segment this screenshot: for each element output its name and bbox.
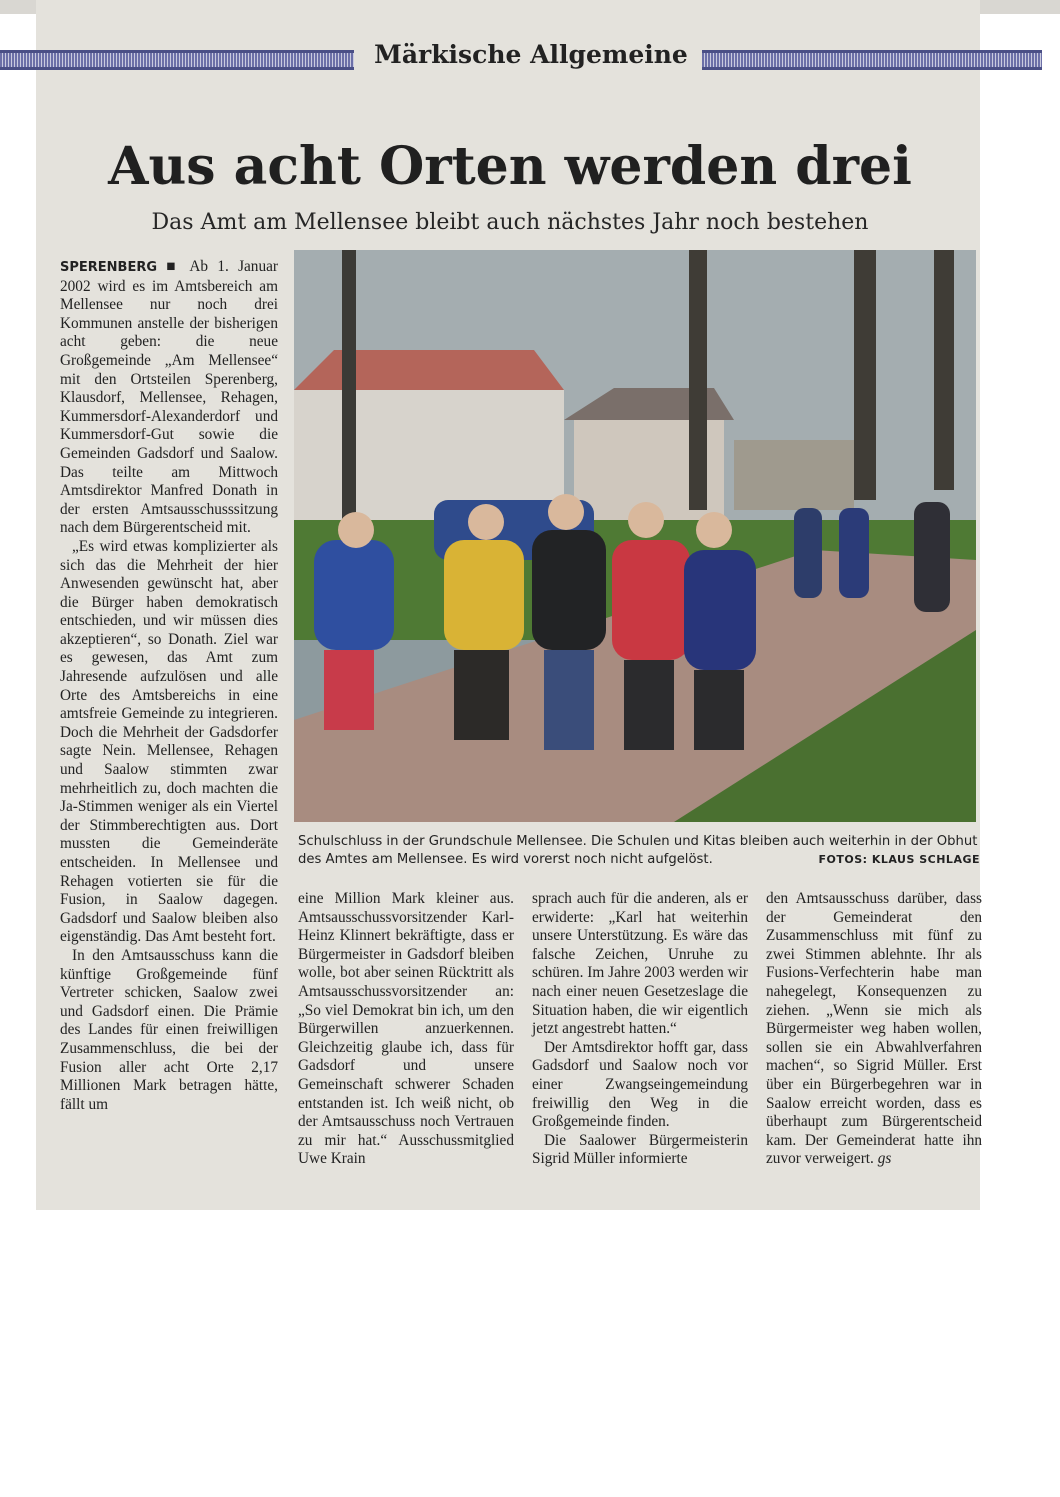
dateline-square-icon: ■ xyxy=(157,258,190,275)
column-3-paragraph-1: sprach auch für die anderen, als er erwiderte: „Karl hat weiterhin unsere Unterstützung. Es wäre das falsche Zeichen, Unruhe zu schüren. Im Jahre 2003 werden wir nach einer neuen Gesetzeslage die Situation haben, die wir eigentlich jetzt angestrebt hatten.“ xyxy=(532,890,748,1038)
masthead-bar-right xyxy=(702,50,1042,70)
masthead-row xyxy=(0,40,1060,74)
column-3-paragraph-3: Die Saalower Bürgermeisterin Sigrid Müller informierte xyxy=(532,1131,748,1168)
article-column-2 xyxy=(298,890,514,1169)
dateline: SPERENBERG xyxy=(60,260,158,275)
photo-house-right xyxy=(734,440,854,510)
article-column-1 xyxy=(60,258,278,1198)
photo-tree-trunk-3 xyxy=(854,250,876,500)
column-1-paragraph-1 xyxy=(60,258,278,538)
schoolchildren-photo-illustration xyxy=(294,250,976,822)
column-1-paragraph-3: In den Amtsausschuss kann die künftige Großgemeinde fünf Vertreter schicken, Saalow zwei und Gadsdorf einen. Die Prämie des Landes für einen freiwilligen Zusammenschluss, die bei der Fusion aller acht Orte 2,17 Millionen Mark betragen hätte, fällt um xyxy=(60,946,278,1113)
masthead-title: Märkische Allgemeine xyxy=(374,40,688,69)
masthead-bar-left xyxy=(0,50,354,70)
article-headline: Aus acht Orten werden drei xyxy=(108,136,912,197)
paragraph-text: Ab 1. Januar 2002 wird es im Amtsbereich am Mellensee nur noch drei Kommunen anstelle der bisherigen acht geben: die neue Großgemeinde „Am Mellensee“ mit den Ortsteilen Sperenberg, Klausdorf, Mellensee, Rehagen, Kummersdorf-Alexanderdorf und Kummersdorf-Gut sowie die Gemeinden Gadsdorf und Saalow. Das teilte am Mittwoch Amtsdirektor Manfred Donath in der ersten Amtsausschusssitzung nach dem Bürgerentscheid mit. xyxy=(60,258,278,537)
article-column-3 xyxy=(532,890,748,1169)
article-subheadline: Das Amt am Mellensee bleibt auch nächstes Jahr noch bestehen xyxy=(151,210,869,235)
paragraph-text: den Amtsausschuss darüber, dass der Gemeinderat den Zusammenschluss mit fünf zu zwei Stimmen ablehnte. Ihr als Fusions-Verfechterin habe man nahegelegt, Konsequenzen zu ziehen. „Wenn sie mich als Bürgermeister weg haben wollen, sollen sie ein Abwahlverfahren machen“, so Sigrid Müller. Erst über ein Bürgerbegehren war in Saalow erreicht worden, dass es überhaupt zum Bürgerentscheid kam. Der Gemeinderat hatte ihn zuvor verweigert. xyxy=(766,890,982,1168)
column-2-paragraph-1: eine Million Mark kleiner aus. Amtsausschussvorsitzender Karl-Heinz Klinnert bekräftigte, dass er Bürgermeister in Gadsdorf bleiben wolle, bot aber seinen Rücktritt als Amtsausschussvorsitzender an: „So viel Demokrat bin ich, um den Bürgerwillen anzuerkennen. Gleichzeitig glaube ich, dass für Gadsdorf und unsere Gemeinschaft schwerer Schaden entstanden ist. Ich weiß nicht, ob der Amtsausschuss noch Vertrauen zu mir hat.“ Ausschussmitglied Uwe Krain xyxy=(298,890,514,1168)
column-1-paragraph-2: „Es wird etwas komplizierter als sich das die Mehrheit der hier Anwesenden gewünscht hat, aber die Bürger haben demokratisch entschieden, und wir müssen dies akzeptieren“, so Donath. Ziel war es gewesen, das Amt zum Jahresende aufzulösen und alle Orte des Amtsbereichs in eine amtsfreie Gemeinde zu integrieren. Doch die Mehrheit der Gadsdorfer sagte Nein. Mellensee, Rehagen und Saalow stimmten zwar mehrheitlich zu, doch machten die Ja-Stimmen weniger als ein Viertel der Stimmberechtigten aus. Dort mussten die Gemeinderäte entscheiden. In Mellensee und Rehagen votierten sie für die Fusion, in Saalow dagegen. Gadsdorf und Saalow bleiben also eigenständig. Das Amt besteht fort. xyxy=(60,537,278,946)
photo-credit: FOTOS: KLAUS SCHLAGE xyxy=(818,853,980,866)
article-photo xyxy=(294,250,976,822)
column-4-paragraph-1 xyxy=(766,890,982,1169)
photo-tree-trunk-4 xyxy=(934,250,954,490)
photo-tree-trunk-2 xyxy=(689,250,707,510)
column-3-paragraph-2: Der Amtsdirektor hofft gar, dass Gadsdorf und Saalow noch vor einer Zwangseingemeindung freiwillig den Weg in die Großgemeinde finden. xyxy=(532,1038,748,1131)
author-signature: gs xyxy=(877,1150,892,1168)
photo-caption xyxy=(298,833,980,869)
article-column-4 xyxy=(766,890,982,1169)
caption-text: Schulschluss in der Grundschule Mellensee. Die Schulen und Kitas bleiben auch weiterhin in der Obhut des Amtes am Mellensee. Es wird vorerst noch nicht aufgelöst. xyxy=(298,834,978,867)
photo-roof-left xyxy=(294,350,564,390)
